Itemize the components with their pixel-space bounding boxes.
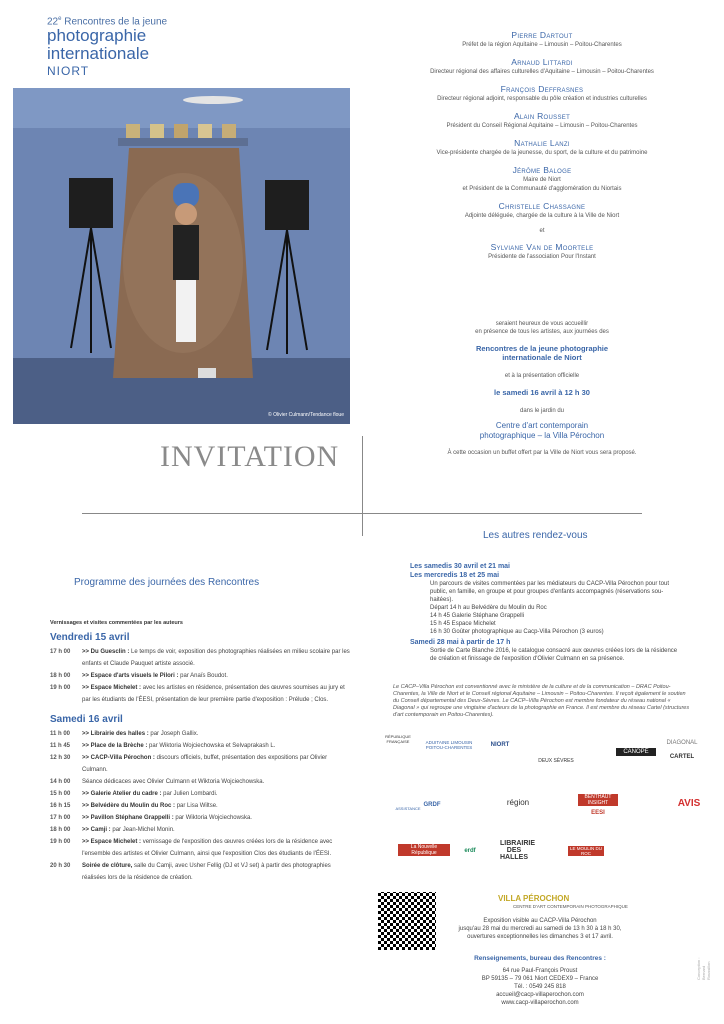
contact-website[interactable]: www.cacp-villaperochon.com [501,1000,579,1006]
programme-text: par Anaïs Boudot. [180,673,228,679]
programme-desc [82,776,350,788]
edition-sup: e [58,16,62,22]
logo-cartel: CARTEL [669,754,695,760]
programme-desc [82,812,350,824]
programme-time: 12 h 30 [50,755,71,761]
programme-time: 15 h 00 [50,791,71,797]
programme-row [50,788,350,800]
host-role-2: et Président de la Communauté d'agglomération du Niortais [462,186,622,192]
header-block [47,16,247,78]
programme-desc [82,646,350,670]
programme-place: >> Pavillon Stéphane Grappelli : [82,815,176,821]
edition-text: Rencontres de la jeune [61,16,168,28]
other-events-text: 16 h 30 Goûter photographique au Cacp-Villa Pérochon (3 euros) [430,629,604,635]
programme-row [50,776,350,788]
expo-line: Exposition visible au CACP-Villa Pérochon [483,918,597,924]
host-name: Alain Rousset [513,111,571,121]
venue-name: photographique – la Villa Pérochon [479,431,605,440]
host-item [392,242,692,261]
programme-time: 16 h 15 [50,803,71,809]
programme-place: >> Espace Michelet : [82,839,143,845]
city-name: NIORT [47,64,90,79]
programme-place: >> Librairie des halles : [82,731,151,737]
host-role: Directeur régional des affaires culturelles d'Aquitaine – Limousin – Poitou-Charentes [430,69,654,75]
invitation-heading: INVITATION [160,440,340,473]
host-name: Jérôme Baloge [512,165,572,175]
day-heading: Vendredi 15 avril [50,632,130,643]
programme-time: 18 h 00 [50,673,71,679]
programme-text: par Jean-Michel Monin. [112,827,175,833]
programme-time: 14 h 00 [50,779,71,785]
villa-perochon-subtitle: CENTRE D'ART CONTEMPORAIN PHOTOGRAPHIQUE [513,904,628,909]
host-item [392,111,692,130]
host-role: Directeur régional adjoint, responsable du pôle création et industries culturelles [437,96,647,102]
design-credit: Conception : Bernard Roussillon [696,957,711,980]
host-item [392,84,692,103]
other-events-text: 14 h 45 Galerie Stéphane Grappelli [430,613,525,619]
programme-row [50,646,350,670]
host-role: Président du Conseil Régional Aquitaine – Limousin – Poitou-Charentes [446,123,638,129]
programme-place: >> Place de la Brèche : [82,743,150,749]
day1-list [50,646,350,706]
other-events [410,562,685,663]
qr-code [378,892,436,950]
programme-desc [82,752,350,776]
programme-text: salle du Camji, avec Usher Fellig (DJ et VJ set) à partir des photographies réalisées lors de la résidence de création. [82,863,331,881]
logo-eesi: EESI [591,810,605,816]
programme-place: Soirée de clôture, [82,863,135,869]
programme-text: par Wiktoria Wojciechowska et Selvaprakash L. [149,743,276,749]
host-item [392,165,692,193]
expo-line: jusqu'au 28 mai du mercredi au samedi de 13 h 30 à 18 h 30, [458,926,622,932]
other-events-text: Sortie de Carte Blanche 2016, le catalogue consacré aux œuvres créées lors de la résidence de création et finissage de l'exposition d'Olivier Culmann en sa présence. [430,648,678,662]
logo-benthaut: BENTHAUT INSIGHT [578,794,618,806]
logo-avis: AVIS [677,798,701,809]
programme-time: 20 h 30 [50,863,71,869]
programme-desc [82,836,350,860]
host-name: Nathalie Lanzi [514,138,570,148]
programme-desc [82,670,350,682]
logo-deux-sevres: DEUX SÈVRES [538,758,574,764]
programme-desc [82,788,350,800]
event-name: internationale de Niort [502,353,582,362]
edition-number: 22 [47,16,59,28]
photo-illustration [13,88,350,424]
host-name: Arnaud Littardi [511,57,573,67]
programme-time: 17 h 00 [50,649,71,655]
programme-row [50,800,350,812]
programme-place: >> Espace d'arts visuels le Pilori : [82,673,181,679]
programme-time: 19 h 00 [50,685,71,691]
day2-list [50,728,350,884]
event-date: le samedi 16 avril à 12 h 30 [494,388,590,397]
event-name: Rencontres de la jeune photographie [475,344,609,353]
photo-credit: © Olivier Culmann/Tendance floue [268,412,344,418]
logo-niort: NIORT [490,742,510,748]
programme-text: Séance dédicaces avec Olivier Culmann et Wiktoria Wojciechowska. [82,779,265,785]
programme-row [50,740,350,752]
contact-address: BP 59135 – 79 061 Niort CEDEX9 – France [481,976,599,982]
other-events-text: 15 h 45 Espace Michelet [430,621,496,627]
programme-desc [82,740,350,752]
programme-desc [82,682,350,706]
programme-text: Le temps de voir, exposition des photographies réalisées en milieu scolaire par les enfants et Claude Pauquet artiste associé. [82,649,350,667]
host-name: Sylviane Van de Moortele [490,242,594,252]
other-events-date: Samedi 28 mai à partir de 17 h [410,639,511,646]
villa-perochon-logo: VILLA PÉROCHON [498,894,570,903]
contact-title: Renseignements, bureau des Rencontres : [474,955,606,962]
programme-desc [82,860,350,884]
programme-row [50,860,350,884]
host-item [392,138,692,157]
partners-note: Le CACP–Villa Pérochon est conventionné avec le ministère de la culture et de la communication – DRAC Poitou-Charentes, la Ville de Niort et le Conseil régional Aquitaine – Limousin – Poitou-Charentes. Il reçoit également le soutien du Conseil départemental des Deux-Sèvres. Le CACP–Villa Pérochon est membre fondateur du réseau national « Diagonal » qui regroupe une vingtaine d'acteurs de la photographie en France. Il est membre du réseau Cartel (structures d'art contemporain en Poitou-Charentes). [393,684,690,718]
programme-desc [82,800,350,812]
programme-row [50,728,350,740]
invite-line: et à la présentation officielle [504,373,580,379]
programme-text: par Wiktoria Wojciechowska. [175,815,252,821]
expo-line: ouvertures exceptionnelles les dimanches 3 et 17 avril. [467,934,613,940]
programme-row [50,670,350,682]
vertical-divider [362,436,363,536]
host-role: Maire de Niort [523,177,561,183]
other-events-date: Les mercredis 18 et 25 mai [410,572,500,579]
programme-time: 11 h 45 [50,743,71,749]
other-events-date: Les samedis 30 avril et 21 mai [410,563,511,570]
logo-diagonal: DIAGONAL [666,740,698,746]
programme-text: avec les artistes en résidence, présentation des œuvres soumises au jury et par les étudiants de l'ÉESI, présentation de leur première partie d'exposition : Prélude ; Clos. [82,685,345,703]
contact-phone: Tél. : 0549 245 818 [514,984,566,990]
host-role: Présidente de l'association Pour l'Instant [488,254,596,260]
logo-assistance: ASSISTANCE [395,806,421,811]
programme-row [50,682,350,706]
programme-subtitle: Vernissages et visites commentées par les auteurs [50,620,183,626]
programme-time: 17 h 00 [50,815,71,821]
host-name: Pierre Dartout [511,30,573,40]
logo-grdf: GRDF [423,802,441,808]
partner-logos [370,728,705,878]
day-heading: Samedi 16 avril [50,714,123,725]
host-name: François Deffrasnes [500,84,584,94]
logo-canope: CANOPÉ [616,748,656,756]
exhibition-info [440,917,640,941]
contact-info [440,955,640,1007]
host-item [392,201,692,220]
host-name: Christelle Chassagne [498,201,586,211]
programme-row [50,836,350,860]
venue-name: Centre d'art contemporain [495,421,589,430]
featured-photo [13,88,350,424]
programme [50,620,350,884]
programme-time: 11 h 00 [50,731,71,737]
programme-place: >> Galerie Atelier du cadre : [82,791,164,797]
logo-moulin-du-roc: LE MOULIN DU ROC [569,846,602,856]
title-line-1: photographie [47,26,147,46]
programme-place: >> Camji : [82,827,113,833]
programme-place: >> Belvédère du Moulin du Roc : [82,803,177,809]
other-events-title: Les autres rendez-vous [483,530,588,541]
programme-time: 19 h 00 [50,839,71,845]
programme-row [50,824,350,836]
logo-region: ADUITAINE LIMOUSIN POITOU-CHARENTES [425,740,473,750]
programme-text: par Julien Lombardi. [163,791,218,797]
programme-title: Programme des journées des Rencontres [74,577,260,588]
buffet-line: À cette occasion un buffet offert par la Ville de Niort vous sera proposé. [447,450,637,456]
host-role: Vice-présidente chargée de la jeunesse, du sport, de la culture et du patrimoine [436,150,648,156]
invite-line: dans le jardin du [519,408,565,414]
programme-time: 18 h 00 [50,827,71,833]
host-role: Adjointe déléguée, chargée de la culture à la Ville de Niort [464,213,620,219]
invite-line: seraient heureux de vous accueillir [495,321,589,327]
programme-row [50,812,350,824]
logo-erdf: erdf [464,848,476,854]
contact-email[interactable]: accueil@cacp-villaperochon.com [496,992,584,998]
logo-republique: RÉPUBLIQUE FRANÇAISE [385,734,411,744]
contact-address: 64 rue Paul-François Proust [502,968,578,974]
programme-place: >> Espace Michelet : [82,685,143,691]
programme-text: discours officiels, buffet, présentation des expositions par Olivier Culmann. [82,755,328,773]
programme-desc [82,824,350,836]
programme-text: par Joseph Gallix. [150,731,199,737]
host-role: Préfet de la région Aquitaine – Limousin – Poitou-Charentes [462,42,622,48]
title-line-2: internationale [47,44,150,64]
hosts-list [392,30,692,269]
other-events-text: Départ 14 h au Belvédère du Moulin du Roc [430,605,547,611]
invite-line: en présence de tous les artistes, aux journées des [475,329,609,335]
conjunction-et: et [539,228,545,234]
logo-librairie: LIBRAIRIE DES HALLES [500,840,535,861]
host-item [392,30,692,49]
programme-place: >> CACP-Villa Pérochon : [82,755,157,761]
host-item [392,57,692,76]
logo-region-lib: région [506,798,530,807]
programme-text: par Lisa Wiltse. [176,803,218,809]
programme-desc [82,728,350,740]
invitation-text [392,320,692,457]
programme-row [50,752,350,776]
programme-text: vernissage de l'exposition des œuvres créées lors de la résidence avec l'ensemble des artistes et Olivier Culmann, ainsi que l'exposition Clos des étudiants de l'ÉESI. [82,839,333,857]
horizontal-divider [82,513,642,514]
other-events-text: Un parcours de visites commentées par les médiateurs du CACP-Villa Pérochon pour tout public, en famille, en groupe et pour groupes d'enfants accompagnés (réservations sou-haitées). [430,581,670,603]
programme-place: >> Du Guesclin : [82,649,132,655]
logo-nouvelle-republique: La Nouvelle République [398,844,450,856]
